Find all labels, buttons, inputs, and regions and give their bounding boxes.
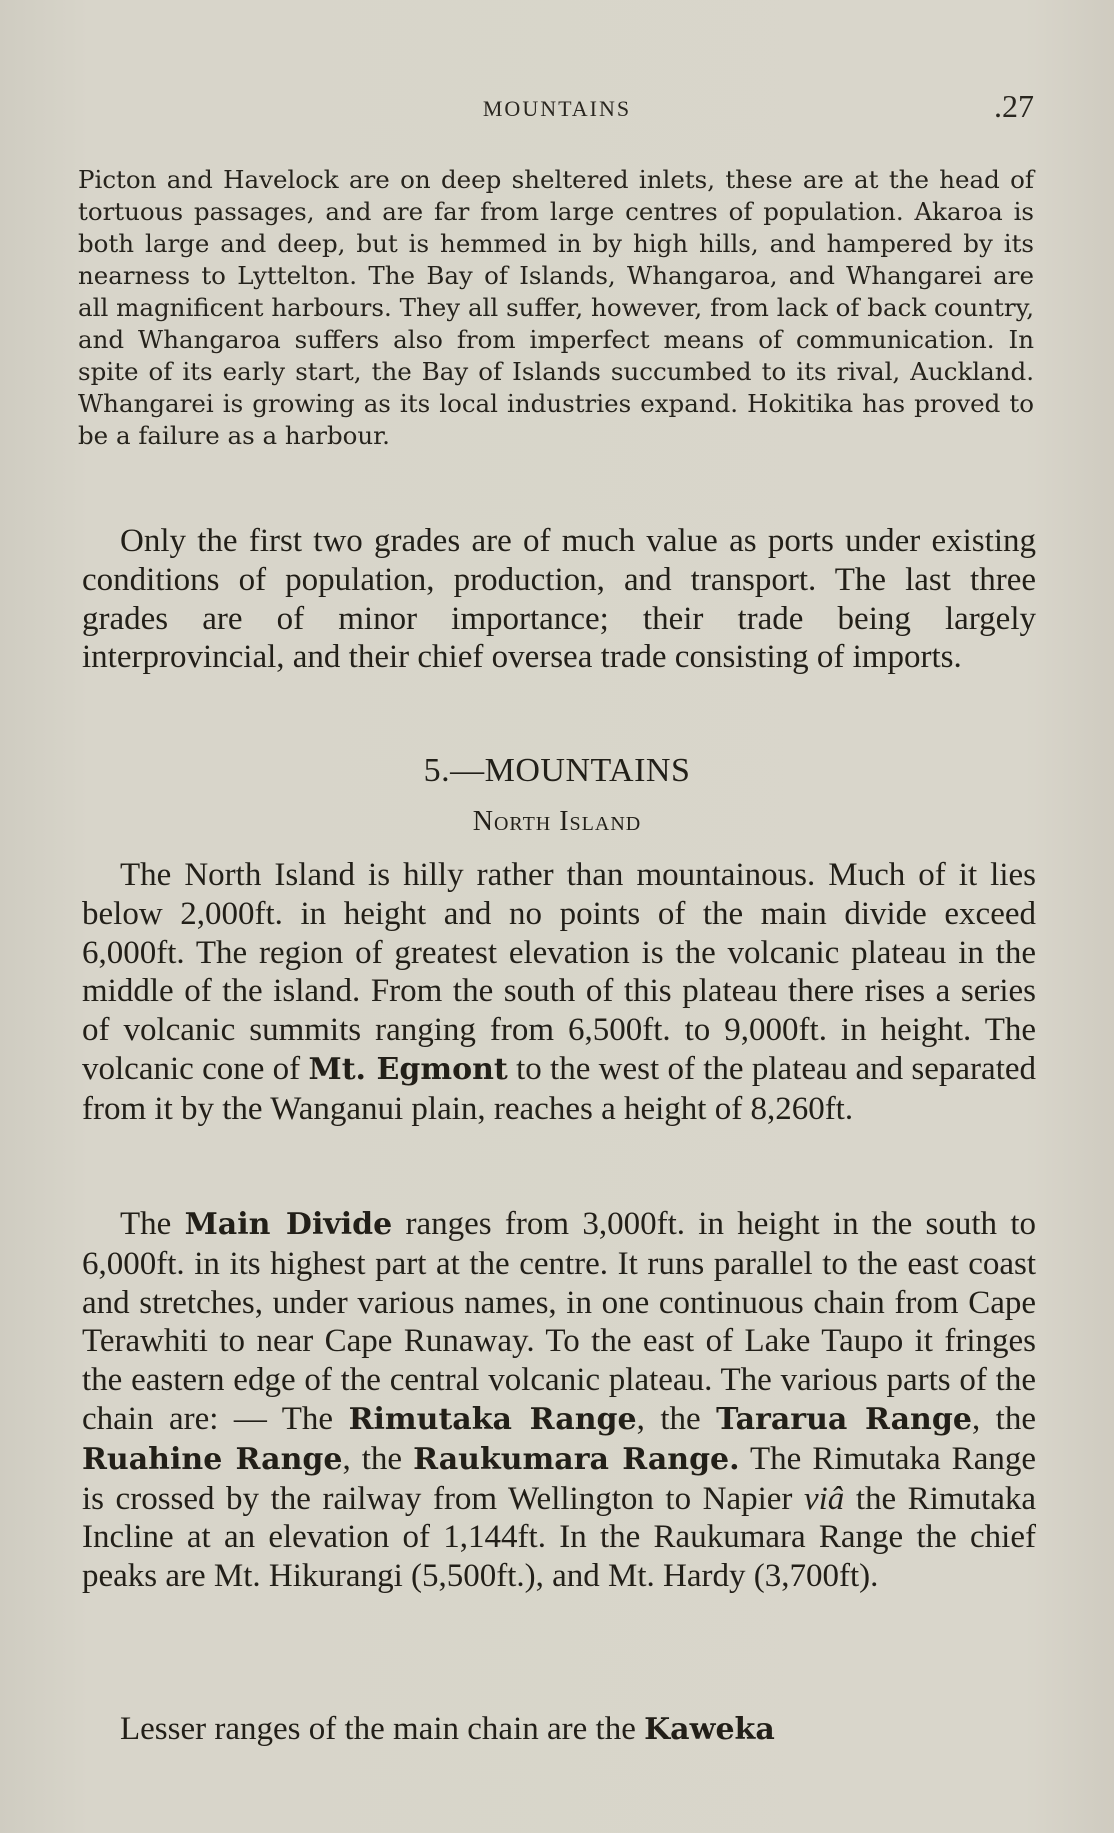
italic-term: viâ bbox=[803, 1480, 845, 1517]
ports-paragraph: Only the first two grades are of much value as ports under existing conditions of population, production, and transport. The last three grades are of minor importance; their trade being largely interprovincial, and their chief oversea trade consisting of imports. bbox=[82, 523, 1036, 676]
text-span: The North Island is hilly rather than mountainous. Much of it lies below 2,000ft. in height and no points of the main divide exceed 6,000ft. The region of greatest elevation is the volcanic plateau in the middle of the island. From the south of this plateau there rises a series of volcanic summits ranging from 6,500ft. to 9,000ft. in height. The volcanic cone of bbox=[82, 857, 1036, 1087]
text-span: , the bbox=[636, 1400, 717, 1437]
section-subheading: North Island bbox=[472, 806, 642, 837]
text-span: The bbox=[120, 1206, 185, 1242]
text-span: Lesser ranges of the main chain are the bbox=[120, 1711, 645, 1747]
lesser-ranges-paragraph bbox=[82, 1710, 1036, 1750]
section-heading: 5.—MOUNTAINS bbox=[423, 752, 691, 789]
north-island-paragraph bbox=[82, 856, 1036, 1129]
text-span: ranges from 3,000ft. in height in the south to 6,000ft. in its highest part at the centre. It runs parallel to the east coast and stretches, under various names, in one continuous chain from Cape Terawhiti to near Cape Runaway. To the east of Lake Taupo it fringes the eastern edge of the central volcanic plateau. The various parts of the chain are: — The bbox=[82, 1206, 1036, 1437]
main-divide-paragraph bbox=[82, 1205, 1036, 1596]
text-span: the Rimutaka Incline at an elevation of 1,144ft. In the Raukumara Range the chief peaks are Mt. Hikurangi (5,500ft.), and Mt. Hardy (3,700ft). bbox=[82, 1480, 1036, 1595]
page-header bbox=[0, 88, 1114, 132]
harbours-paragraph: Picton and Havelock are on deep sheltered inlets, these are at the head of tortuous passages, and are far from large centres of population. Akaroa is both large and deep, but is hemmed in by high hills, and hampered by its nearness to Lyttelton. The Bay of Islands, Whangaroa, and Whangarei are all magnificent harbours. They all suffer, however, from lack of back country, and Whangaroa suffers also from imperfect means of communication. In spite of its early start, the Bay of Islands succumbed to its rival, Auckland. Whangarei is growing as its local industries expand. Hokitika has proved to be a failure as a harbour. bbox=[78, 165, 1034, 450]
running-title: MOUNTAINS bbox=[482, 96, 632, 121]
text-span: The Rimutaka Range is crossed by the railway from Wellington to Napier bbox=[82, 1440, 1036, 1517]
bold-term: Ruahine Range bbox=[82, 1441, 343, 1477]
bold-term: Mt. Egmont bbox=[308, 1051, 508, 1087]
bold-term: Raukumara Range. bbox=[413, 1441, 740, 1477]
text-span: , the bbox=[971, 1400, 1036, 1437]
text-span: to the west of the plateau and separated from it by the Wanganui plain, reaches a height of 8,260ft. bbox=[82, 1050, 1037, 1127]
bold-term: Rimutaka Range bbox=[348, 1401, 637, 1437]
bold-term: Main Divide bbox=[184, 1207, 393, 1242]
page-number: .27 bbox=[994, 88, 1034, 124]
bold-term: Tararua Range bbox=[716, 1401, 972, 1437]
bold-term: Kaweka bbox=[644, 1712, 775, 1747]
text-span: , the bbox=[342, 1440, 414, 1477]
